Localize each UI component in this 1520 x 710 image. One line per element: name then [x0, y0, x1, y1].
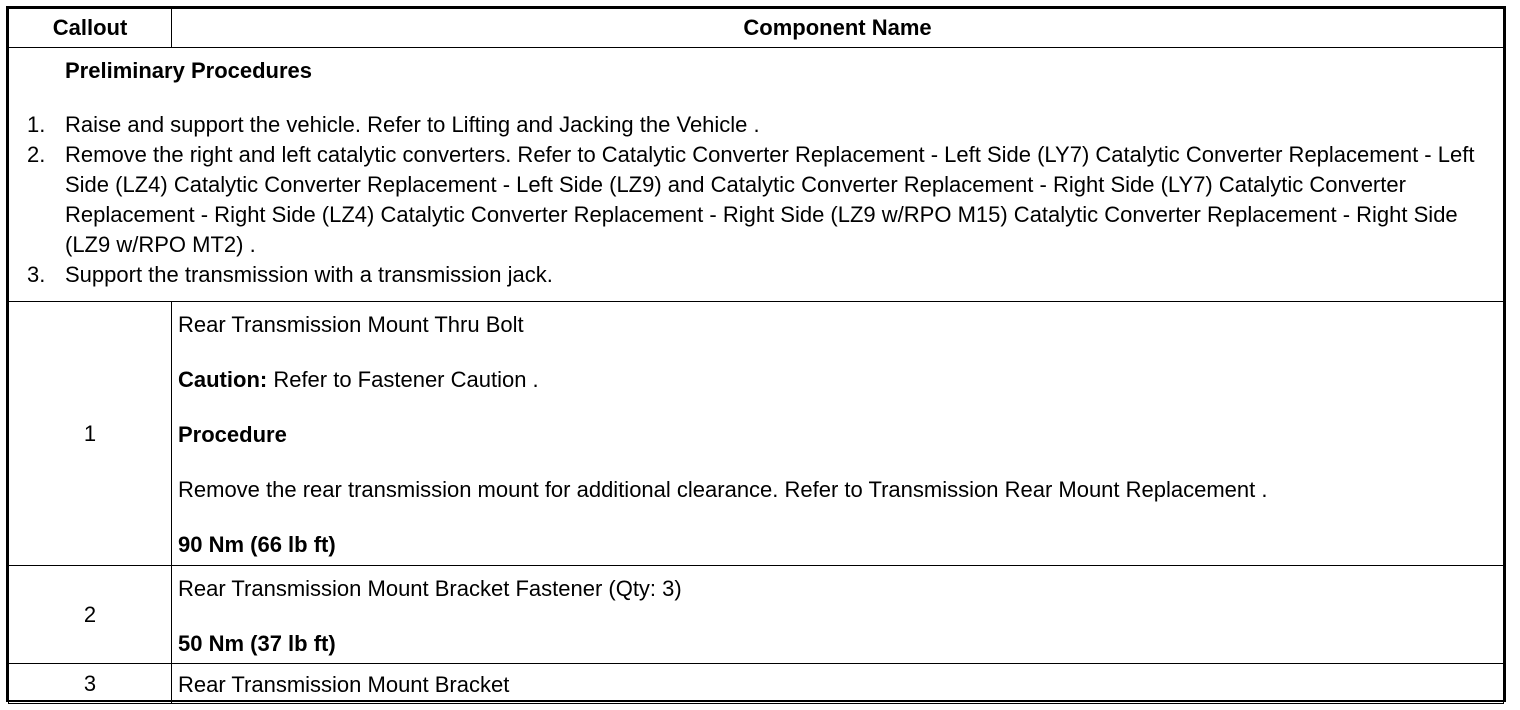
preliminary-step [27, 140, 1483, 260]
procedure-table [8, 8, 1504, 704]
procedure-label: Procedure [178, 422, 287, 447]
preliminary-title: Preliminary Procedures [65, 58, 313, 83]
component-cell [172, 302, 1504, 566]
caution-text: Refer to Fastener Caution . [267, 367, 539, 392]
header-row [9, 9, 1504, 48]
header-component-name: Component Name [172, 9, 1504, 48]
torque-spec: 50 Nm (37 lb ft) [178, 631, 336, 656]
step-text: Remove the right and left catalytic converters. Refer to Catalytic Converter Replacement - Left Side (LY7) Catalytic Converter Replacement - Left Side (LZ4) Catalytic Converter Replacement - Left Side (LZ9) and Catalytic Converter Replacement - Right Side (LY7) Catalytic Converter Replacement - Right Side (LZ4) Catalytic Converter Replacement - Right Side (LZ9 w/RPO M15) Catalytic Converter Replacement - Right Side (LZ9 w/RPO MT2) . [65, 142, 1475, 257]
caution-line [178, 365, 1497, 395]
callout-cell: 3 [9, 664, 172, 704]
step-number: 1. [27, 112, 46, 137]
preliminary-step [27, 260, 1483, 290]
caution-label: Caution: [178, 367, 268, 392]
component-name: Rear Transmission Mount Bracket [178, 672, 510, 697]
component-name: Rear Transmission Mount Thru Bolt [178, 312, 524, 337]
step-number: 3. [27, 262, 46, 287]
header-callout: Callout [9, 9, 172, 48]
preliminary-row [9, 48, 1504, 302]
table-row [9, 664, 1504, 704]
step-number: 2. [27, 142, 46, 167]
step-text: Support the transmission with a transmission jack. [65, 262, 553, 287]
table-row [9, 566, 1504, 664]
procedure-text: Remove the rear transmission mount for additional clearance. Refer to Transmission Rear Mount Replacement . [178, 477, 1268, 502]
component-cell [172, 566, 1504, 664]
procedure-table-frame [6, 6, 1506, 702]
step-text: Raise and support the vehicle. Refer to Lifting and Jacking the Vehicle . [65, 112, 760, 137]
preliminary-cell [9, 48, 1504, 302]
component-name: Rear Transmission Mount Bracket Fastener (Qty: 3) [178, 576, 682, 601]
preliminary-step [27, 110, 1483, 140]
component-cell [172, 664, 1504, 704]
preliminary-steps [27, 110, 1483, 290]
table-row [9, 302, 1504, 566]
callout-cell: 2 [9, 566, 172, 664]
torque-spec: 90 Nm (66 lb ft) [178, 532, 336, 557]
callout-cell: 1 [9, 302, 172, 566]
